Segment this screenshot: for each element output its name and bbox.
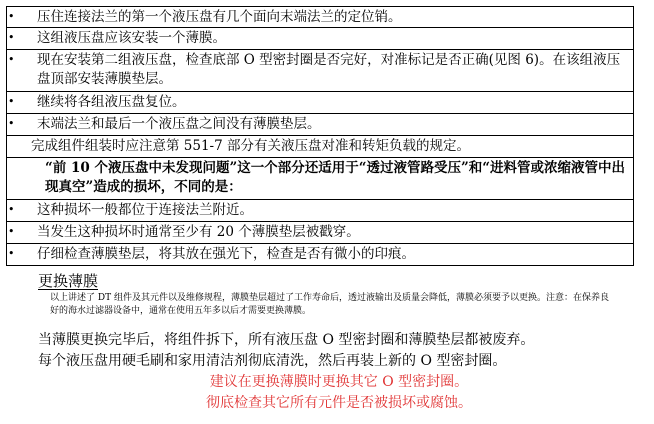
table-row-emphasis <box>6 158 634 200</box>
bullet-icon: • <box>8 247 15 260</box>
table-row <box>6 50 634 92</box>
bullet-icon: • <box>8 117 15 130</box>
table-row <box>6 244 634 266</box>
highlight-note: 建议在更换薄膜时更换其它 O 型密封圈。 <box>209 374 469 390</box>
row-text: 继续将各组液压盘复位。 <box>37 94 186 110</box>
bullet-icon: • <box>8 203 15 216</box>
row-text: 完成组件组装时应注意第 551-7 部分有关液压盘对准和转矩负载的规定。 <box>31 138 470 154</box>
row-text: 这种损坏一般都位于连接法兰附近。 <box>37 202 253 218</box>
row-text: 当发生这种损坏时通常至少有 20 个薄膜垫层被戳穿。 <box>37 224 360 240</box>
bullet-icon: • <box>8 95 15 108</box>
row-text: 现在安装第二组液压盘，检查底部 O 型密封圈是否完好，对准标记是否正确(见图 6)。在该组液压盘顶部安装薄膜垫层。 <box>37 52 621 87</box>
table-row <box>6 92 634 114</box>
paragraph: 当薄膜更换完毕后，将组件拆下，所有液压盘 O 型密封圈和薄膜垫层都被废弃。 <box>38 332 535 348</box>
row-text: 仔细检查薄膜垫层，将其放在强光下，检查是否有微小的印痕。 <box>37 246 415 262</box>
row-text: “前 10 个液压盘中未发现问题”这一个部分还适用于“透过液管路受压”和“进料管或浓缩液管中出现真空”造成的损坏，不同的是： <box>45 160 626 195</box>
table-row <box>6 222 634 244</box>
bullet-icon: • <box>8 31 15 44</box>
bullet-icon: • <box>8 10 15 23</box>
highlight-note: 彻底检查其它所有元件是否被损坏或腐蚀。 <box>206 395 472 411</box>
section-heading: 更换薄膜 <box>38 272 99 290</box>
instruction-table <box>6 6 634 266</box>
bullet-icon: • <box>8 225 15 238</box>
table-row <box>6 200 634 222</box>
table-row <box>6 136 634 158</box>
section-note: 以上讲述了 DT 组件及其元件以及维修规程，薄膜垫层超过了工作寿命后，透过液输出及质量会降低，薄膜必须要予以更换。注意：在保养良好的海水过滤器设备中，通常在使用五年多以后才需要更换薄膜。 <box>50 293 609 316</box>
row-text: 末端法兰和最后一个液压盘之间没有薄膜垫层。 <box>37 116 321 132</box>
row-text: 这组液压盘应该安装一个薄膜。 <box>37 30 226 46</box>
table-row <box>6 6 634 28</box>
table-row <box>6 114 634 136</box>
paragraph: 每个液压盘用硬毛刷和家用清洁剂彻底清洗，然后再装上新的 O 型密封圈。 <box>38 353 507 369</box>
table-row <box>6 28 634 50</box>
bullet-icon: • <box>8 53 15 66</box>
row-text: 压住连接法兰的第一个液压盘有几个面向末端法兰的定位销。 <box>37 9 402 25</box>
